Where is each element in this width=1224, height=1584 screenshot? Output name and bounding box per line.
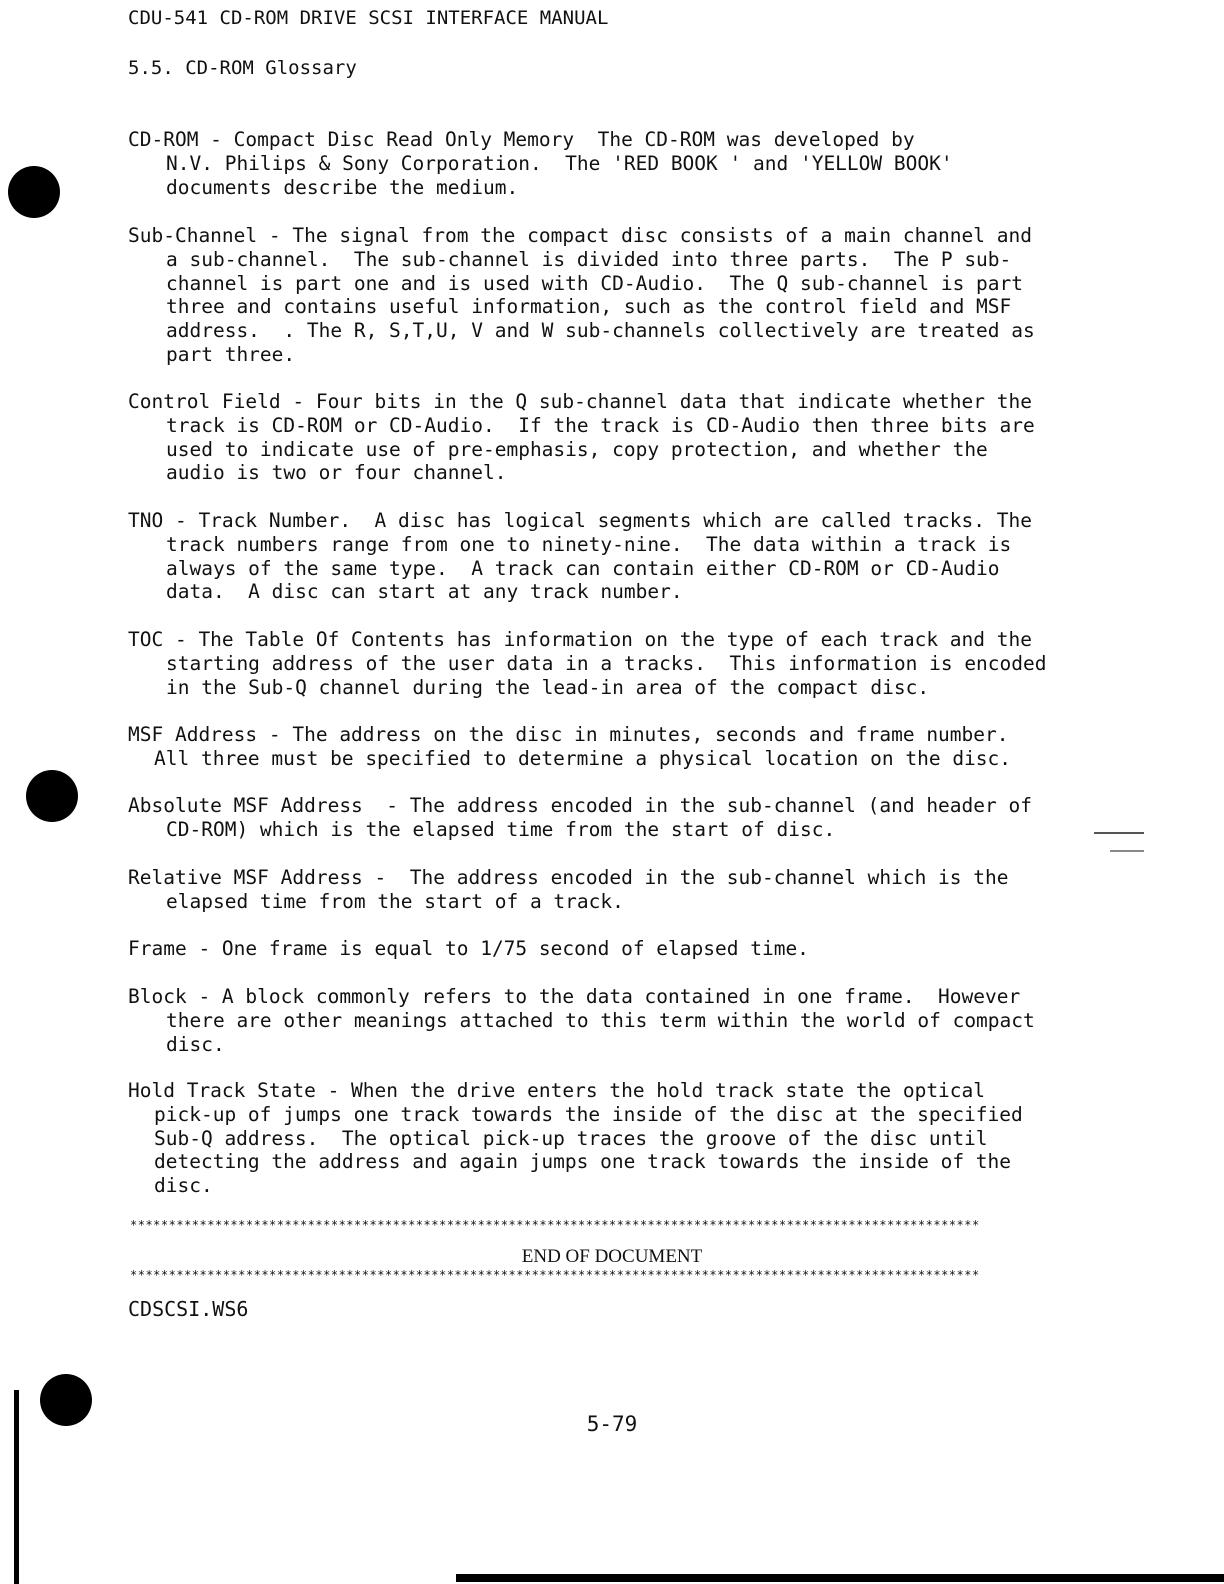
margin-mark xyxy=(1110,850,1144,852)
margin-mark xyxy=(1094,832,1144,834)
end-of-document: END OF DOCUMENT xyxy=(521,1246,703,1267)
glossary-definition-line: N.V. Philips & Sony Corporation. The 'RED BOOK ' and 'YELLOW BOOK' xyxy=(166,151,953,175)
glossary-definition-line: part three. xyxy=(166,342,296,366)
page-number: 5-79 xyxy=(586,1412,638,1436)
glossary-entry xyxy=(128,723,1088,771)
glossary-definition-line: disc. xyxy=(154,1174,213,1198)
document-filename: CDSCSI.WS6 xyxy=(128,1297,249,1321)
glossary-entry xyxy=(128,224,1088,367)
glossary-term-line: Absolute MSF Address - The address encoded in the sub-channel (and header of xyxy=(128,794,1032,817)
glossary-entry xyxy=(128,509,1088,604)
glossary-entry xyxy=(128,128,1088,199)
glossary-definition-line: channel is part one and is used with CD-Audio. The Q sub-channel is part xyxy=(166,271,1024,295)
glossary-entry xyxy=(128,1079,1088,1198)
glossary-definition-line: CD-ROM) which is the elapsed time from the start of disc. xyxy=(166,817,836,841)
glossary-definition-line: always of the same type. A track can contain either CD-ROM or CD-Audio xyxy=(166,556,1000,580)
glossary-term-line: CD-ROM - Compact Disc Read Only Memory The CD-ROM was developed by xyxy=(128,128,915,151)
glossary-term-line: Frame - One frame is equal to 1/75 second of elapsed time. xyxy=(128,937,809,960)
glossary-definition-line: All three must be specified to determine a physical location on the disc. xyxy=(154,746,1012,770)
glossary-definition-line: in the Sub-Q channel during the lead-in area of the compact disc. xyxy=(166,675,930,699)
glossary-definition-line: a sub-channel. The sub-channel is divided into three parts. The P sub- xyxy=(166,247,1012,271)
glossary-definition-line: detecting the address and again jumps one track towards the inside of the xyxy=(154,1150,1012,1174)
glossary-term-line: Block - A block commonly refers to the data contained in one frame. However xyxy=(128,985,1021,1008)
glossary-definition-line: used to indicate use of pre-emphasis, copy protection, and whether the xyxy=(166,437,988,461)
glossary-term-line: TNO - Track Number. A disc has logical segments which are called tracks. The xyxy=(128,509,1032,532)
glossary-definition-line: documents describe the medium. xyxy=(166,175,519,199)
glossary-definition-line: pick-up of jumps one track towards the inside of the disc at the specified xyxy=(154,1102,1023,1126)
glossary-definition-line: starting address of the user data in a tracks. This information is encoded xyxy=(166,651,1047,675)
glossary-definition-line: there are other meanings attached to this term within the world of compact xyxy=(166,1008,1035,1032)
glossary-definition-line: data. A disc can start at any track number. xyxy=(166,580,683,604)
glossary-definition-line: three and contains useful information, such as the control field and MSF xyxy=(166,295,1012,319)
glossary-entry xyxy=(128,985,1088,1056)
stars-divider-bottom: ************************************************************************************************************** xyxy=(130,1268,980,1282)
page-edge-shadow xyxy=(456,1574,1224,1582)
punch-hole-top xyxy=(8,166,60,218)
glossary-entry xyxy=(128,628,1088,699)
glossary-term-line: TOC - The Table Of Contents has information on the type of each track and the xyxy=(128,628,1032,651)
glossary-term-line: Sub-Channel - The signal from the compact disc consists of a main channel and xyxy=(128,224,1032,247)
punch-hole-middle xyxy=(26,770,78,822)
glossary-definition-line: elapsed time from the start of a track. xyxy=(166,889,624,913)
glossary-definition-line: disc. xyxy=(166,1032,225,1056)
glossary-term-line: MSF Address - The address on the disc in minutes, seconds and frame number. xyxy=(128,723,1009,746)
glossary-term-line: Control Field - Four bits in the Q sub-channel data that indicate whether the xyxy=(128,390,1032,413)
glossary-entry xyxy=(128,937,1088,961)
glossary-definition-line: address. . The R, S,T,U, V and W sub-channels collectively are treated as xyxy=(166,319,1035,343)
glossary-entry xyxy=(128,794,1088,842)
glossary-entry xyxy=(128,866,1088,914)
glossary-definition-line: track is CD-ROM or CD-Audio. If the track is CD-Audio then three bits are xyxy=(166,413,1035,437)
page-edge-shadow xyxy=(14,1390,19,1584)
manual-title: CDU-541 CD-ROM DRIVE SCSI INTERFACE MANUAL xyxy=(128,7,609,29)
glossary-term-line: Relative MSF Address - The address encoded in the sub-channel which is the xyxy=(128,866,1009,889)
glossary-definition-line: Sub-Q address. The optical pick-up traces the groove of the disc until xyxy=(154,1126,988,1150)
glossary-term-line: Hold Track State - When the drive enters the hold track state the optical xyxy=(128,1079,986,1102)
glossary-definition-line: audio is two or four channel. xyxy=(166,461,507,485)
glossary-definition-line: track numbers range from one to ninety-nine. The data within a track is xyxy=(166,532,1012,556)
glossary-entry xyxy=(128,390,1088,485)
stars-divider-top: ************************************************************************************************************** xyxy=(130,1218,980,1232)
section-title: 5.5. CD-ROM Glossary xyxy=(128,57,357,79)
